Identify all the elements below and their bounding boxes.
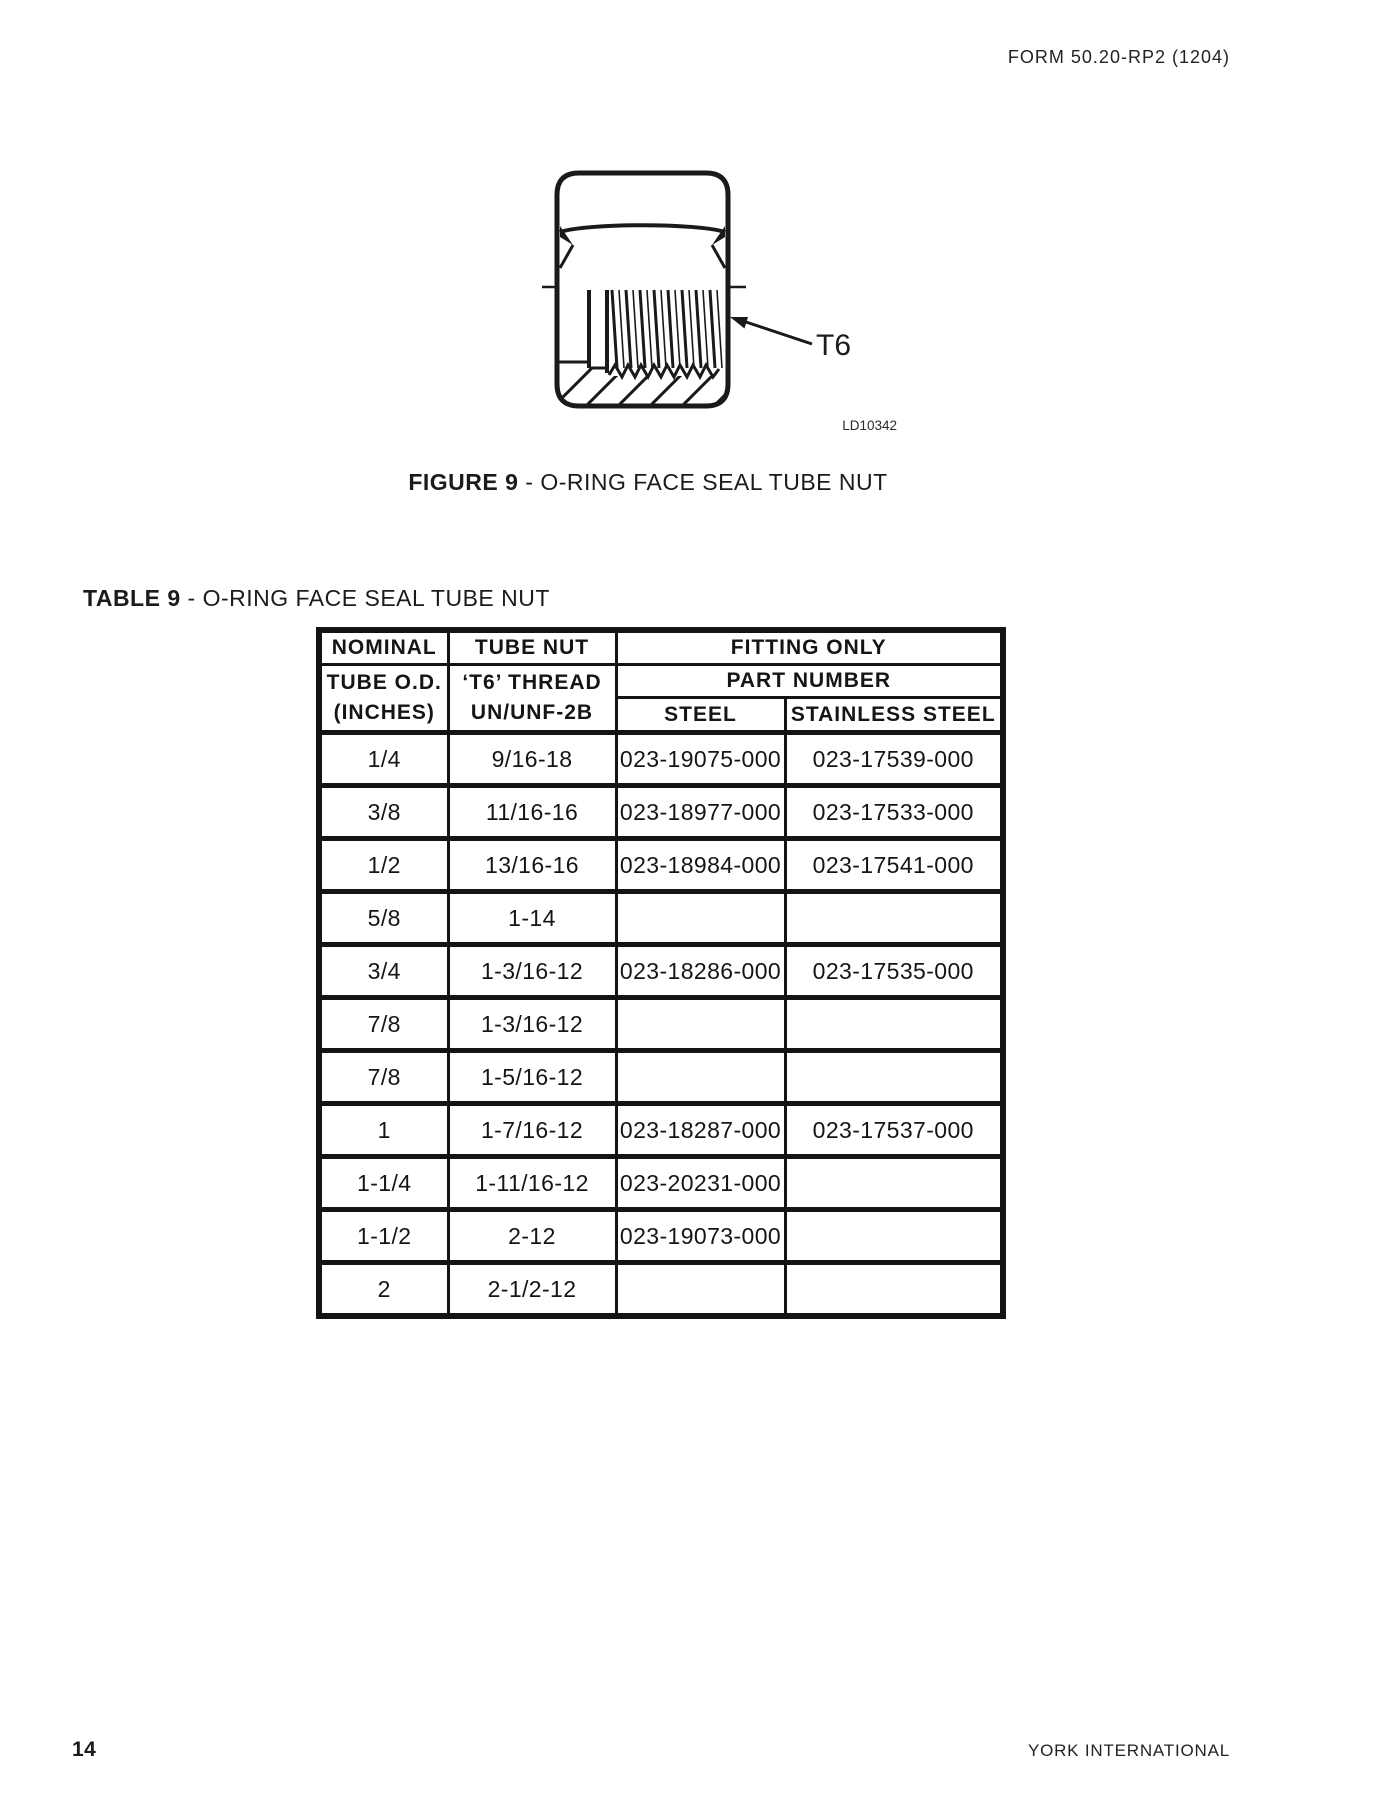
t6-arrow-head bbox=[730, 317, 748, 329]
table-row bbox=[319, 1210, 1003, 1263]
figure-label: FIGURE 9 bbox=[408, 469, 519, 495]
table-cell: 023-17539-000 bbox=[785, 733, 1003, 786]
table-cell bbox=[616, 1263, 785, 1317]
table-cell: 2-12 bbox=[448, 1210, 616, 1263]
table-row bbox=[319, 945, 1003, 998]
table-row bbox=[319, 1104, 1003, 1157]
table-cell: 1 bbox=[319, 1104, 448, 1157]
table-cell: 023-19073-000 bbox=[616, 1210, 785, 1263]
table-cell: 1-3/16-12 bbox=[448, 945, 616, 998]
table-row bbox=[319, 998, 1003, 1051]
table-cell: 1-7/16-12 bbox=[448, 1104, 616, 1157]
table-caption-text: - O-RING FACE SEAL TUBE NUT bbox=[180, 585, 550, 611]
t6-arrow-line bbox=[746, 322, 812, 344]
table-cell: 023-18977-000 bbox=[616, 786, 785, 839]
table-cell: 023-18984-000 bbox=[616, 839, 785, 892]
table-cell: 5/8 bbox=[319, 892, 448, 945]
table-cell: 11/16-16 bbox=[448, 786, 616, 839]
table-cell: 1-5/16-12 bbox=[448, 1051, 616, 1104]
table-row bbox=[319, 1263, 1003, 1317]
table-row bbox=[319, 733, 1003, 786]
table-row bbox=[319, 1051, 1003, 1104]
table-cell: 1/4 bbox=[319, 733, 448, 786]
footer-company: YORK INTERNATIONAL bbox=[1027, 1741, 1230, 1760]
table-cell: 7/8 bbox=[319, 1051, 448, 1104]
table-cell: 023-18286-000 bbox=[616, 945, 785, 998]
table-cell: 023-17541-000 bbox=[785, 839, 1003, 892]
table-cell: 023-19075-000 bbox=[616, 733, 785, 786]
table-cell bbox=[785, 1210, 1003, 1263]
figure-caption bbox=[306, 469, 990, 496]
table-cell: 7/8 bbox=[319, 998, 448, 1051]
table-cell bbox=[785, 998, 1003, 1051]
header-fitting-only: FITTING ONLY bbox=[616, 630, 1003, 665]
table-row bbox=[319, 786, 1003, 839]
table-caption bbox=[83, 585, 550, 612]
header-tube-od-inches: TUBE O.D. (INCHES) bbox=[319, 665, 448, 733]
table-cell: 1-3/16-12 bbox=[448, 998, 616, 1051]
table-cell: 023-18287-000 bbox=[616, 1104, 785, 1157]
table-cell: 3/8 bbox=[319, 786, 448, 839]
table-cell: 1-1/4 bbox=[319, 1157, 448, 1210]
table-label: TABLE 9 bbox=[83, 585, 181, 611]
table-cell bbox=[785, 892, 1003, 945]
table-cell: 1-14 bbox=[448, 892, 616, 945]
header-stainless-steel: STAINLESS STEEL bbox=[785, 698, 1003, 733]
table-cell: 023-17537-000 bbox=[785, 1104, 1003, 1157]
header-steel: STEEL bbox=[616, 698, 785, 733]
table-cell: 023-17533-000 bbox=[785, 786, 1003, 839]
table-header bbox=[319, 630, 1003, 733]
header-nominal: NOMINAL bbox=[319, 630, 448, 665]
form-number: FORM 50.20-RP2 (1204) bbox=[1007, 47, 1230, 67]
table-cell: 1-1/2 bbox=[319, 1210, 448, 1263]
table-cell: 9/16-18 bbox=[448, 733, 616, 786]
drawing-id: LD10342 bbox=[842, 418, 897, 433]
table-cell: 1-11/16-12 bbox=[448, 1157, 616, 1210]
header-thread: ‘T6’ THREAD UN/UNF-2B bbox=[448, 665, 616, 733]
table-cell bbox=[785, 1157, 1003, 1210]
t6-callout-label: T6 bbox=[816, 329, 852, 362]
tube-nut-parts-table bbox=[316, 627, 1006, 1319]
table-cell: 1/2 bbox=[319, 839, 448, 892]
table-cell: 2 bbox=[319, 1263, 448, 1317]
table-cell bbox=[785, 1263, 1003, 1317]
table-cell bbox=[616, 1051, 785, 1104]
table-cell bbox=[785, 1051, 1003, 1104]
tube-nut-figure bbox=[500, 130, 920, 440]
table-cell: 2-1/2-12 bbox=[448, 1263, 616, 1317]
table-cell: 023-20231-000 bbox=[616, 1157, 785, 1210]
table-cell bbox=[616, 892, 785, 945]
header-tube-nut: TUBE NUT bbox=[448, 630, 616, 665]
table-row bbox=[319, 839, 1003, 892]
figure-caption-text: - O-RING FACE SEAL TUBE NUT bbox=[518, 469, 888, 495]
table-cell bbox=[616, 998, 785, 1051]
header-part-number: PART NUMBER bbox=[616, 665, 1003, 698]
table-row bbox=[319, 1157, 1003, 1210]
table-cell: 023-17535-000 bbox=[785, 945, 1003, 998]
table-cell: 3/4 bbox=[319, 945, 448, 998]
page-number: 14 bbox=[72, 1738, 97, 1761]
table-cell: 13/16-16 bbox=[448, 839, 616, 892]
table-row bbox=[319, 892, 1003, 945]
table-body bbox=[319, 733, 1003, 1317]
